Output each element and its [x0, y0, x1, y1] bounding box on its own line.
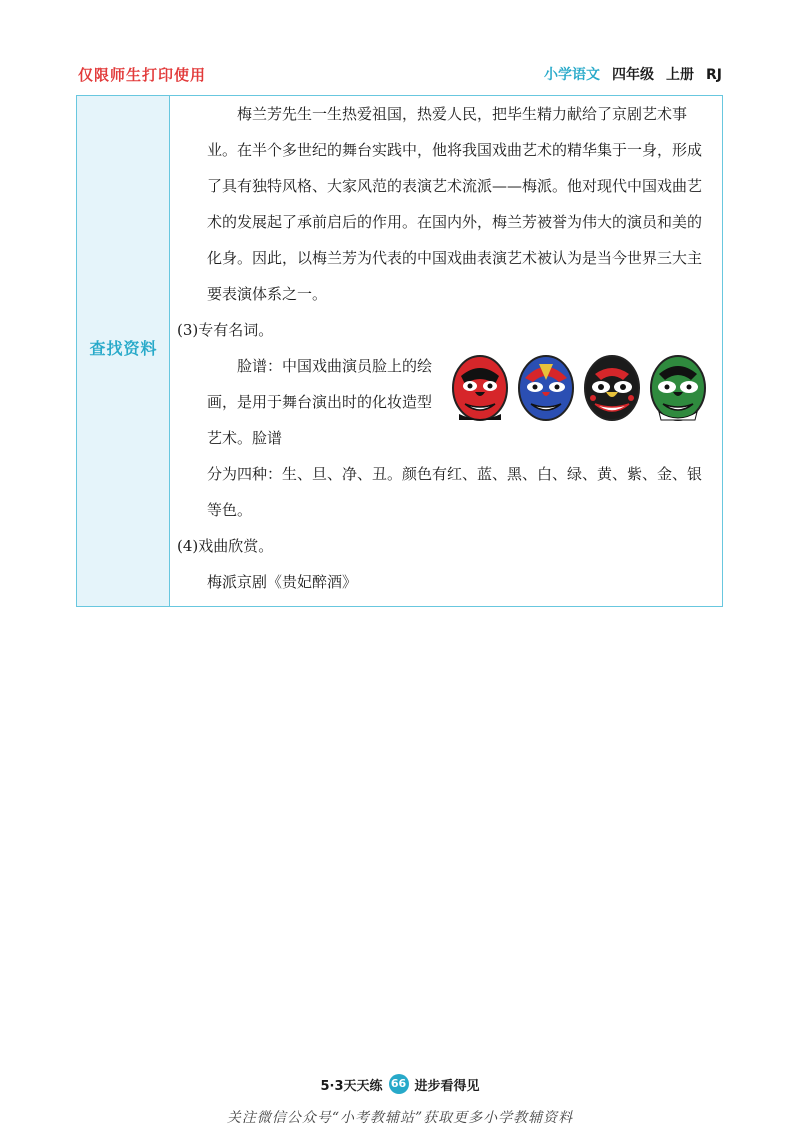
resource-table: [76, 95, 723, 607]
subject-label: 小学语文: [544, 67, 600, 83]
print-notice: 仅限师生打印使用: [78, 66, 207, 84]
content-cell: [177, 96, 707, 600]
lianpu-row: [207, 348, 707, 456]
volume-label: 上册: [666, 67, 694, 83]
black-mask-icon: [583, 354, 641, 422]
grade-label: 四年级: [612, 67, 654, 83]
blue-mask-icon: [517, 354, 575, 422]
item-4-text: 梅派京剧《贵妃醉酒》: [207, 573, 358, 591]
edition-label: RJ: [706, 67, 722, 83]
page-number: 66: [389, 1074, 409, 1094]
section-label: 查找资料: [89, 339, 158, 358]
section-label-cell: [77, 96, 170, 606]
footer-brand: 5·3天天练: [320, 1078, 383, 1094]
opera-masks: [451, 354, 707, 424]
red-mask-icon: [451, 354, 509, 422]
lianpu-text-b: 分为四种：生、旦、净、丑。颜色有红、蓝、黑、白、绿、黄、紫、金、银等色。: [207, 465, 703, 519]
footer: [0, 1074, 800, 1094]
book-info: [544, 64, 722, 84]
lianpu-text-a: 脸谱：中国戏曲演员脸上的绘画，是用于舞台演出时的化妆造型艺术。脸谱: [207, 357, 433, 447]
footer-slogan: 进步看得见: [414, 1078, 480, 1094]
item-3-title: (3)专有名词。: [177, 321, 274, 339]
watermark-text: 关注微信公众号“小考教辅站”获取更多小学教辅资料: [226, 1110, 574, 1126]
green-mask-icon: [649, 354, 707, 422]
item-4-title: (4)戏曲欣赏。: [177, 537, 274, 555]
mei-lanfang-paragraph: 梅兰芳先生一生热爱祖国，热爱人民，把毕生精力献给了京剧艺术事业。在半个多世纪的舞台实践中，他将我国戏曲艺术的精华集于一身，形成了具有独特风格、大家风范的表演艺术流派——梅派。他对现代中国戏曲艺术的发展起了承前启后的作用。在国内外，梅兰芳被誉为伟大的演员和美的化身。因此，以梅兰芳为代表的中国戏曲表演艺术被认为是当今世界三大主要表演体系之一。: [207, 105, 703, 303]
